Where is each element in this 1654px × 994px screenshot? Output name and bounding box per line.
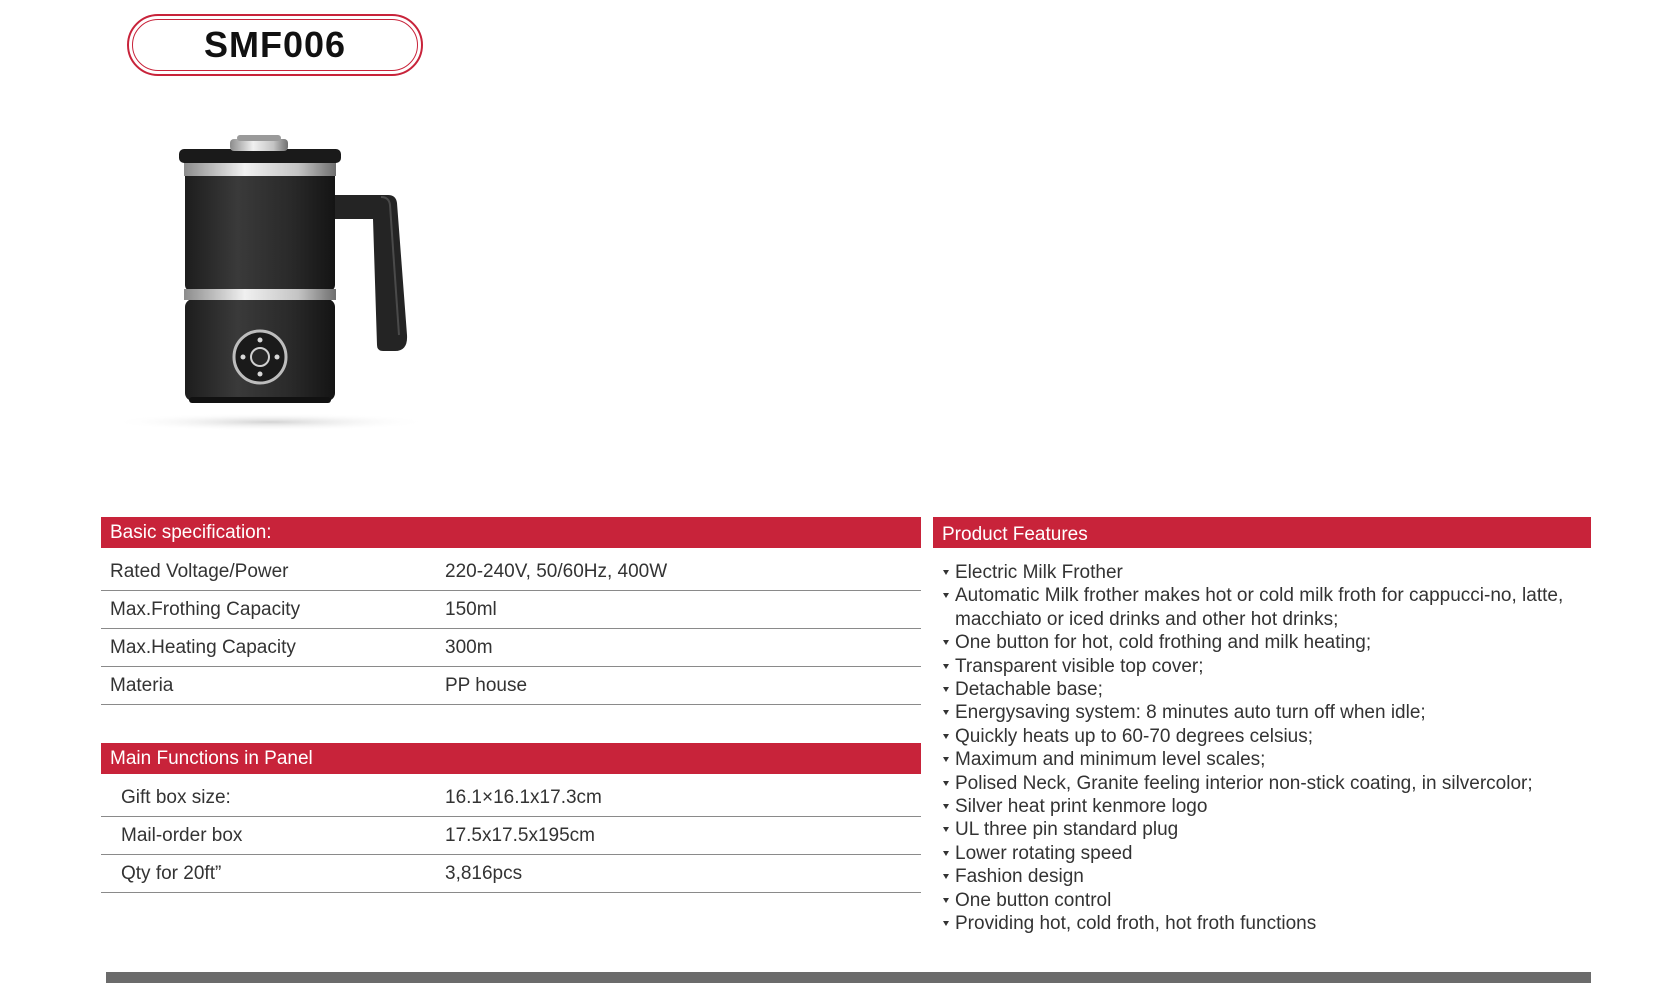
- main-functions-table: [101, 779, 921, 893]
- feature-item: Energysaving system: 8 minutes auto turn off when idle;: [940, 701, 1600, 724]
- spec-label: Max.Frothing Capacity: [110, 598, 301, 620]
- function-label: Gift box size:: [121, 786, 231, 808]
- control-dial-button: [251, 348, 269, 366]
- feature-item: Automatic Milk frother makes hot or cold milk froth for cappucci-no, latte, macchiato or iced drinks and other hot drinks;: [940, 584, 1600, 631]
- feature-item: Detachable base;: [940, 678, 1600, 701]
- chrome-ring-middle: [184, 289, 336, 300]
- feature-item: UL three pin standard plug: [940, 818, 1600, 841]
- floor-shadow: [110, 413, 430, 431]
- feature-item: Transparent visible top cover;: [940, 655, 1600, 678]
- feature-item: One button for hot, cold frothing and milk heating;: [940, 631, 1600, 654]
- feature-item: One button control: [940, 889, 1600, 912]
- feature-item: Providing hot, cold froth, hot froth functions: [940, 912, 1600, 935]
- function-value: 3,816pcs: [445, 862, 523, 884]
- spec-row: [101, 629, 921, 667]
- lid-knob-top: [237, 135, 281, 141]
- model-title: SMF006: [203, 24, 347, 65]
- main-functions-header: Main Functions in Panel: [101, 743, 921, 774]
- feature-item: Maximum and minimum level scales;: [940, 748, 1600, 771]
- function-value: 17.5x17.5x195cm: [445, 824, 595, 846]
- feature-item: Electric Milk Frother: [940, 561, 1600, 584]
- spec-label: Max.Heating Capacity: [110, 636, 296, 658]
- feature-item: Fashion design: [940, 865, 1600, 888]
- basic-spec-table: [101, 553, 921, 705]
- milk-frother-image: [105, 135, 475, 435]
- spec-row: [101, 591, 921, 629]
- product-features-list: [940, 561, 1600, 936]
- spec-label: Rated Voltage/Power: [110, 560, 289, 582]
- footer-bar: [106, 972, 1591, 983]
- feature-item: Lower rotating speed: [940, 842, 1600, 865]
- spec-row: [101, 553, 921, 591]
- function-row: [101, 779, 921, 817]
- spec-row: [101, 667, 921, 705]
- function-label: Mail-order box: [121, 824, 243, 846]
- function-row: [101, 817, 921, 855]
- spec-label: Materia: [110, 674, 174, 696]
- basic-spec-header: Basic specification:: [101, 517, 921, 548]
- feature-item: Quickly heats up to 60-70 degrees celsius;: [940, 725, 1600, 748]
- body-upper: [185, 161, 335, 291]
- model-badge: [127, 14, 423, 76]
- product-features-header: Product Features: [933, 517, 1591, 548]
- spec-value: 220-240V, 50/60Hz, 400W: [445, 560, 668, 582]
- spec-value: 150ml: [445, 598, 497, 620]
- spec-value: 300m: [445, 636, 493, 658]
- function-label: Qty for 20ft”: [121, 862, 222, 884]
- function-value: 16.1×16.1x17.3cm: [445, 786, 602, 808]
- feature-item: Silver heat print kenmore logo: [940, 795, 1600, 818]
- base: [189, 397, 331, 403]
- feature-item: Polised Neck, Granite feeling interior non-stick coating, in silvercolor;: [940, 772, 1600, 795]
- lid: [179, 149, 341, 163]
- spec-value: PP house: [445, 674, 528, 696]
- function-row: [101, 855, 921, 893]
- chrome-ring-top: [184, 161, 336, 176]
